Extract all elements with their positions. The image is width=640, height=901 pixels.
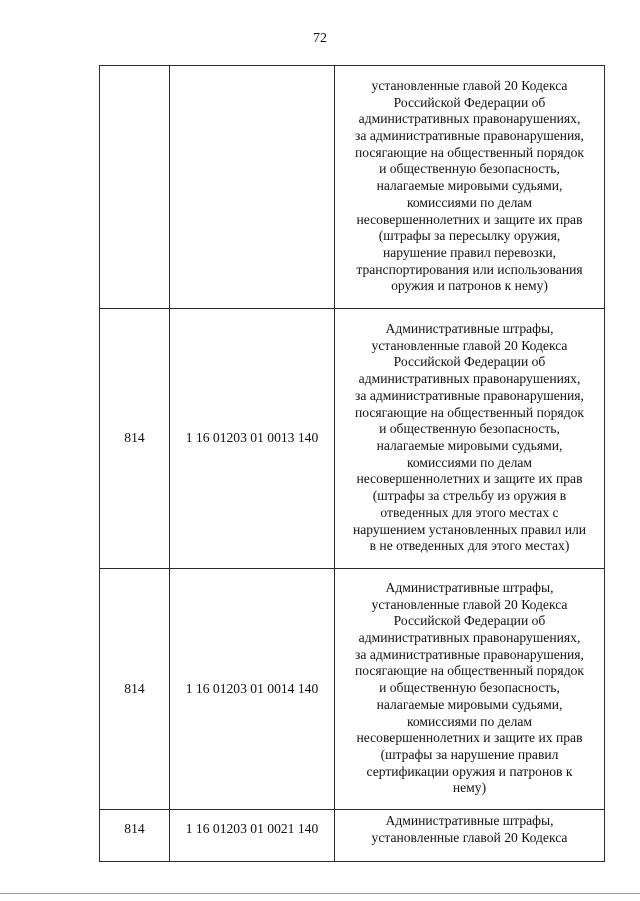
description-cell bbox=[335, 309, 605, 569]
description-text: Административные штрафы, установленные главой 20 Кодекса Российской Федерации об административных правонарушениях, за административные правонарушения, посягающие на общественный порядок и общественную безопасность, налагаемые мировыми судьями, комиссиями по делам несовершеннолетних и защите их прав (штрафы за нарушение правил сертификации оружия и патронов к нему) bbox=[354, 579, 585, 796]
admin-code-cell: 814 bbox=[100, 569, 170, 810]
description-cell bbox=[335, 810, 605, 862]
page-edge-line bbox=[0, 893, 640, 894]
description-text: установленные главой 20 Кодекса Российской Федерации об административных правонарушениях, за административные правонарушения, посягающие на общественный порядок и общественную безопасность, налагаемые мировыми судьями, комиссиями по делам несовершеннолетних и защите их прав (штрафы за пересылку оружия, нарушение правил перевозки, транспортирования или использования оружия и патронов к нему) bbox=[354, 77, 585, 294]
description-text: Административные штрафы, установленные главой 20 Кодекса Российской Федерации об административных правонарушениях, за административные правонарушения, посягающие на общественный порядок и общественную безопасность, налагаемые мировыми судьями, комиссиями по делам несовершеннолетних и защите их прав (штрафы за стрельбу из оружия в отведенных для этого местах с нарушением установленных правил или в не отведенных для этого местах) bbox=[352, 321, 587, 554]
budget-code-cell: 1 16 01203 01 0013 140 bbox=[170, 309, 335, 569]
admin-code-cell bbox=[100, 66, 170, 309]
page-number: 72 bbox=[313, 31, 327, 46]
budget-code-cell bbox=[170, 66, 335, 309]
admin-code-cell: 814 bbox=[100, 309, 170, 569]
budget-code-cell: 1 16 01203 01 0021 140 bbox=[170, 810, 335, 862]
table-row bbox=[100, 66, 605, 309]
table-row bbox=[100, 810, 605, 862]
table-row bbox=[100, 309, 605, 569]
table-row bbox=[100, 569, 605, 810]
description-cell bbox=[335, 569, 605, 810]
description-text: Административные штрафы, установленные главой 20 Кодекса bbox=[371, 813, 568, 845]
budget-codes-table bbox=[99, 65, 605, 862]
description-cell bbox=[335, 66, 605, 309]
admin-code-cell: 814 bbox=[100, 810, 170, 862]
budget-code-cell: 1 16 01203 01 0014 140 bbox=[170, 569, 335, 810]
